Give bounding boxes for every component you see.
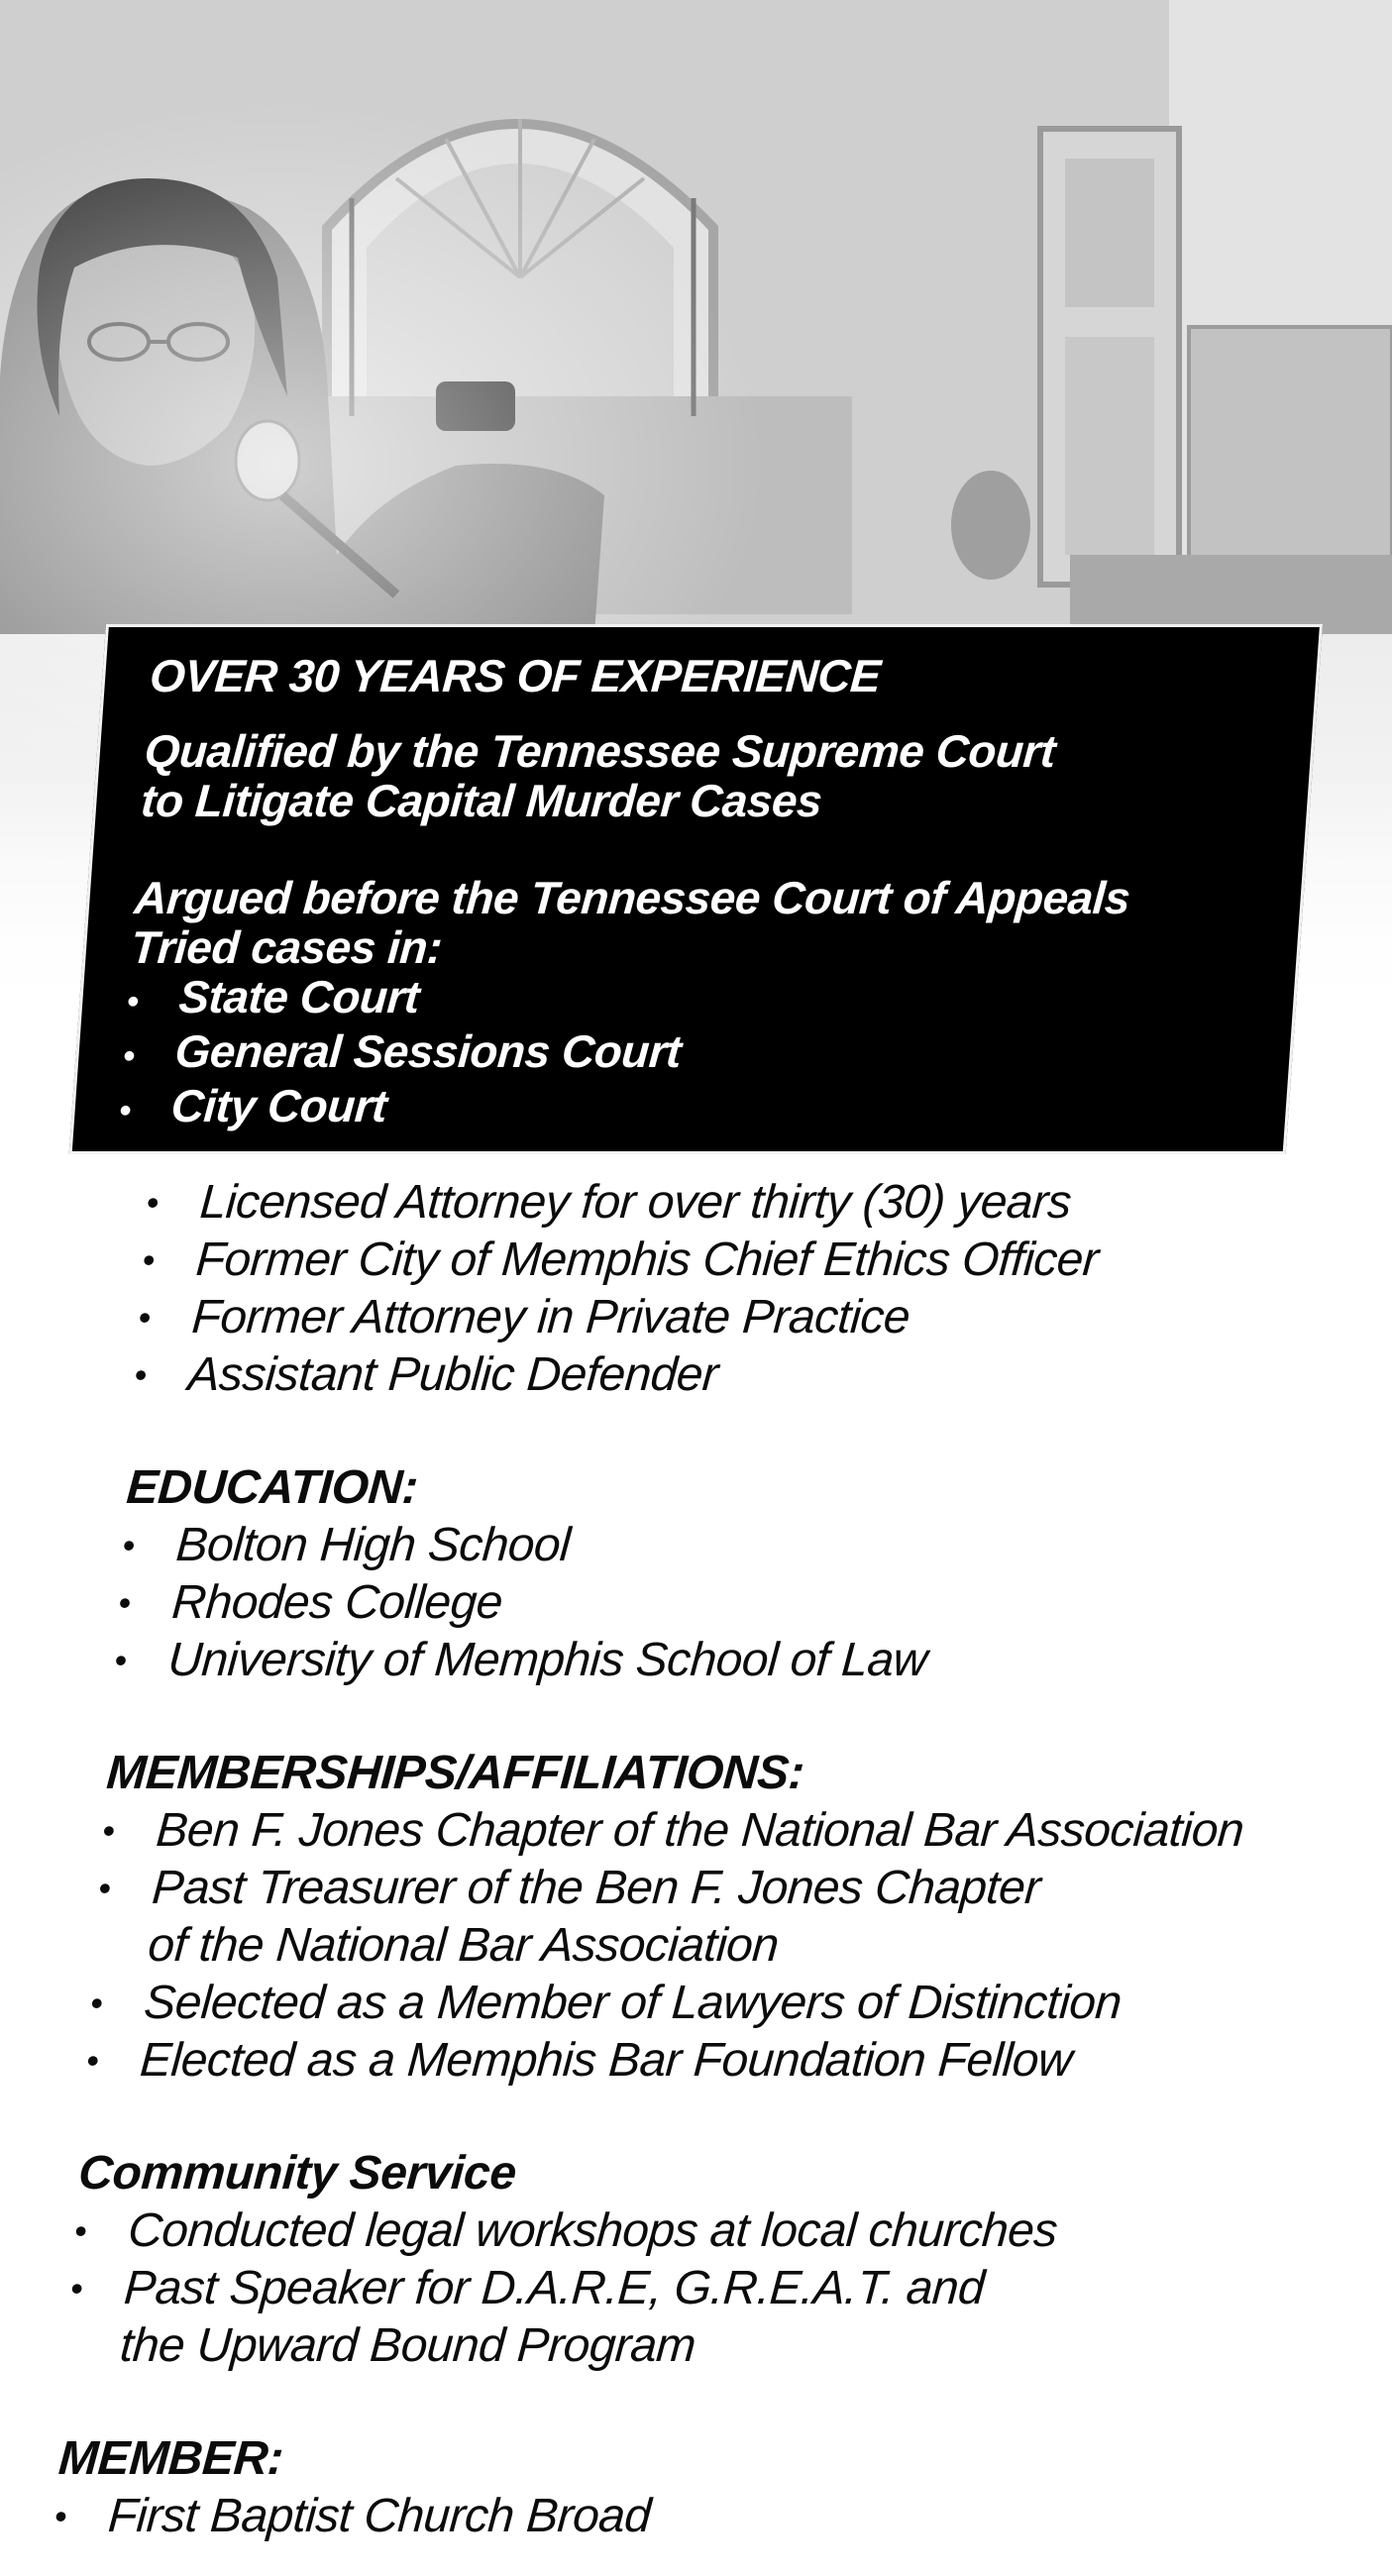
list-item: • Elected as a Memphis Bar Foundation Fellow (85, 2034, 1074, 2087)
qualified-line-2: to Litigate Capital Murder Cases (139, 775, 824, 826)
list-item: • Past Speaker for D.A.R.E, G.R.E.A.T. and (68, 2262, 987, 2314)
community-heading: Community Service (76, 2147, 518, 2200)
list-item: • Former Attorney in Private Practice (137, 1291, 911, 1343)
list-item: • Bolton High School (121, 1519, 573, 1571)
list-item-continuation: of the National Bar Association (146, 1919, 781, 1972)
list-item: • Selected as a Member of Lawyers of Distinction (89, 1977, 1124, 2029)
list-item: • Assistant Public Defender (133, 1348, 720, 1401)
list-item: • Rhodes College (117, 1576, 504, 1629)
list-item: • Licensed Attorney for over thirty (30) years (145, 1176, 1073, 1229)
memberships-heading: MEMBERSHIPS/AFFILIATIONS: (104, 1747, 806, 1799)
list-item: • Past Treasurer of the Ben F. Jones Chapter (97, 1862, 1042, 1914)
experience-list (133, 1174, 1298, 1404)
list-item: • University of Memphis School of Law (113, 1634, 929, 1686)
argued-line: Argued before the Tennessee Court of Appeals (132, 872, 1132, 923)
court-item: • City Court (118, 1080, 389, 1131)
list-item: • First Baptist Church Broad (53, 2490, 653, 2542)
member-heading: MEMBER: (56, 2432, 285, 2485)
list-item: • Ben F. Jones Chapter of the National Bar Association (101, 1804, 1245, 1857)
court-item: • General Sessions Court (122, 1025, 684, 1077)
resume-content (53, 1174, 1298, 2545)
experience-title: OVER 30 YEARS OF EXPERIENCE (148, 650, 883, 701)
education-heading: EDUCATION: (125, 1461, 420, 1514)
qualified-line-1: Qualified by the Tennessee Supreme Court (143, 725, 1057, 777)
court-item: • State Court (126, 971, 421, 1022)
experience-box (69, 624, 1323, 1154)
list-item: • Conducted legal workshops at local churches (72, 2204, 1059, 2257)
list-item: • Former City of Memphis Chief Ethics Officer (141, 1234, 1101, 1286)
list-item-continuation: the Upward Bound Program (118, 2319, 697, 2372)
tried-line: Tried cases in: (129, 921, 444, 973)
